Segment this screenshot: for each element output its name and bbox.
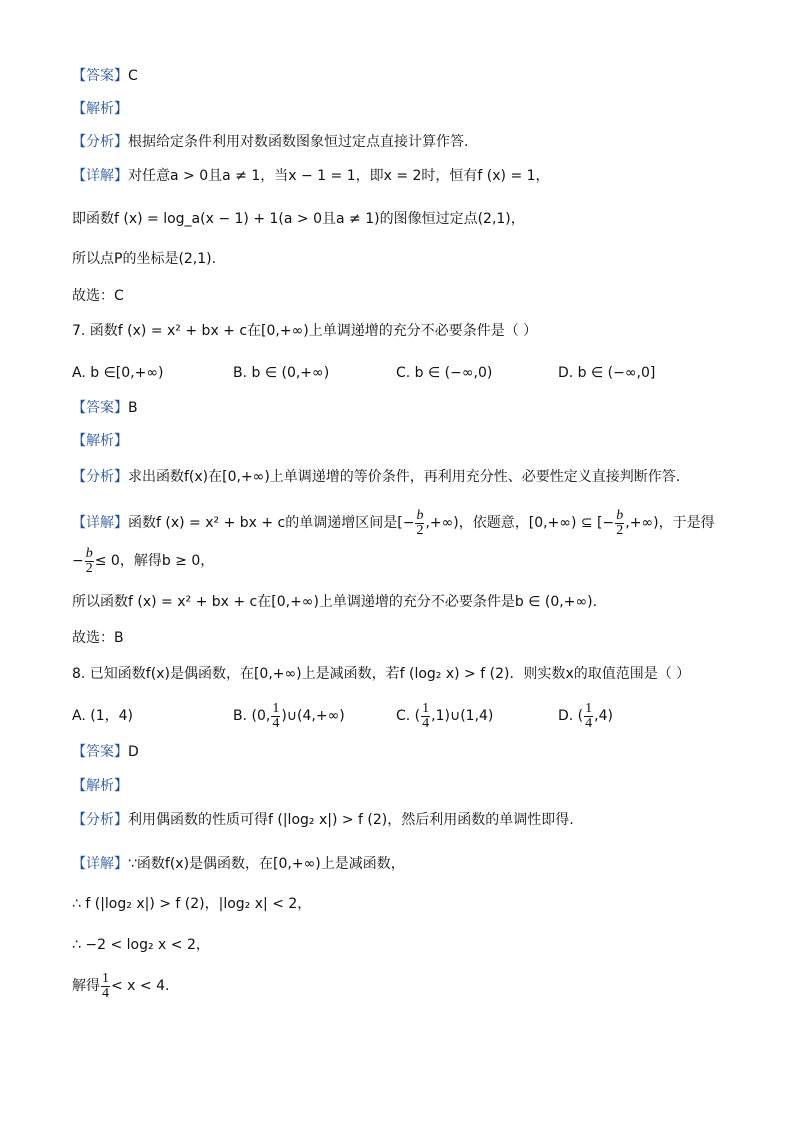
q8-stem: 8. 已知函数f(x)是偶函数，在[0,+∞)上是减函数，若f (log₂ x) > f (2)．则实数x的取值范围是（ ） <box>72 666 691 682</box>
q7-option-a: A. b ∈[0,+∞) <box>72 365 164 381</box>
q8-option-d-pre: D. ( <box>558 708 584 724</box>
q7-fenxi: 求出函数f(x)在[0,+∞)上单调递增的等价条件，再利用充分性、必要性定义直接判断作答. <box>128 469 681 485</box>
fraction-b-over-2 <box>615 509 624 538</box>
fraction-1-over-4 <box>584 702 593 731</box>
q7-detail-line1 <box>72 508 734 538</box>
q6-fenxi: 根据给定条件利用对数函数图象恒过定点直接计算作答. <box>128 134 469 150</box>
q6-detail-line1 <box>72 166 734 186</box>
frac-den: 2 <box>416 522 424 538</box>
q7-detail-a: 函数f (x) = x² + bx + c的单调递增区间是[− <box>128 515 415 531</box>
q7-fenxi-line <box>72 467 734 487</box>
q7-detail-c: ,+∞)，于是得 <box>625 515 715 531</box>
fraction-1-over-4 <box>271 702 280 731</box>
frac-den: 4 <box>102 985 109 1001</box>
fenxi-tag: 【分析】 <box>72 134 128 150</box>
q8-option-c <box>396 698 493 734</box>
frac-den: 4 <box>272 715 280 731</box>
detail-tag: 【详解】 <box>72 168 128 184</box>
fraction-b-over-2 <box>415 509 424 538</box>
q8-option-b <box>233 698 345 734</box>
q8-fenxi: 利用偶函数的性质可得f (|log₂ x|) > f (2)，然后利用函数的单调性即得. <box>128 812 574 828</box>
q7-detail-line3: 所以函数f (x) = x² + bx + c在[0,+∞)上单调递增的充分不必要条件是b ∈ (0,+∞). <box>72 594 598 610</box>
frac-num: 1 <box>422 700 430 716</box>
q7-detail-b: ,+∞)，依题意，[0,+∞) ⊆ [− <box>425 515 615 531</box>
fenxi-tag: 【分析】 <box>72 812 128 828</box>
q6-fenxi-line <box>72 132 734 152</box>
q6-detail-1: 对任意a > 0且a ≠ 1，当x − 1 = 1，即x = 2时，恒有f (x) = 1， <box>128 168 550 184</box>
q8-option-b-pre: B. (0, <box>233 708 271 724</box>
q6-choose: 故选：C <box>72 288 124 304</box>
q8-option-d-post: ,4) <box>594 708 613 724</box>
frac-num: b <box>616 507 624 523</box>
q8-answer-line <box>72 742 734 762</box>
q8-option-a: A. (1，4) <box>72 708 133 724</box>
frac-num: b <box>85 545 93 561</box>
q7-answer-line <box>72 398 734 418</box>
frac-den: 4 <box>422 715 430 731</box>
frac-den: 4 <box>585 715 593 731</box>
analysis-tag: 【解析】 <box>72 101 128 117</box>
frac-den: 2 <box>85 560 93 576</box>
frac-num: b <box>416 507 424 523</box>
answer-tag: 【答案】 <box>72 400 128 416</box>
q7-option-b: B. b ∈ (0,+∞) <box>233 365 330 381</box>
detail-tag: 【详解】 <box>72 515 128 531</box>
q7-detail-line2 <box>72 546 734 576</box>
frac-num: 1 <box>102 970 109 986</box>
q6-answer-line <box>72 66 734 86</box>
q7-choose: 故选：B <box>72 630 124 646</box>
q8-detail-4-pre: 解得 <box>72 978 100 994</box>
q8-answer: D <box>128 744 139 760</box>
q8-option-c-post: ,1)∪(1,4) <box>431 708 494 724</box>
q8-detail-4-post: < x < 4. <box>111 978 170 994</box>
q8-fenxi-line <box>72 810 734 830</box>
q8-detail-line2: ∴ f (|log₂ x|) > f (2)，|log₂ x| < 2， <box>72 896 312 912</box>
q8-option-c-pre: C. ( <box>396 708 421 724</box>
q6-analysis-line <box>72 99 734 119</box>
q6-detail-line3: 所以点P的坐标是(2,1). <box>72 251 217 267</box>
q7-analysis-line <box>72 431 734 451</box>
q8-analysis-line <box>72 776 734 796</box>
q8-detail-line1 <box>72 854 734 874</box>
q8-detail-line4 <box>72 968 734 1004</box>
fraction-1-over-4 <box>101 972 110 1001</box>
fraction-1-over-4 <box>421 702 430 731</box>
q7-option-c: C. b ∈ (−∞,0) <box>396 365 493 381</box>
frac-num: 1 <box>585 700 593 716</box>
analysis-tag: 【解析】 <box>72 433 128 449</box>
answer-tag: 【答案】 <box>72 68 128 84</box>
analysis-tag: 【解析】 <box>72 778 128 794</box>
q7-stem: 7. 函数f (x) = x² + bx + c在[0,+∞)上单调递增的充分不必要条件是（ ） <box>72 323 538 339</box>
q6-answer: C <box>128 68 138 84</box>
frac-den: 2 <box>616 522 624 538</box>
q8-option-b-post: )∪(4,+∞) <box>281 708 345 724</box>
detail-tag: 【详解】 <box>72 856 128 872</box>
answer-tag: 【答案】 <box>72 744 128 760</box>
q7-answer: B <box>128 400 138 416</box>
q7-option-d: D. b ∈ (−∞,0] <box>558 365 656 381</box>
fraction-b-over-2 <box>85 547 94 576</box>
frac-num: 1 <box>272 700 280 716</box>
q6-detail-line2: 即函数f (x) = log_a(x − 1) + 1(a > 0且a ≠ 1)的图像恒过定点(2,1)， <box>72 211 525 227</box>
q8-option-d <box>558 698 613 734</box>
q8-detail-1: ∵函数f(x)是偶函数，在[0,+∞)上是减函数， <box>128 856 405 872</box>
fenxi-tag: 【分析】 <box>72 469 128 485</box>
q7-detail-d: ≤ 0，解得b ≥ 0， <box>94 553 215 569</box>
q8-detail-line3: ∴ −2 < log₂ x < 2， <box>72 937 210 953</box>
minus-sign: − <box>72 553 84 569</box>
